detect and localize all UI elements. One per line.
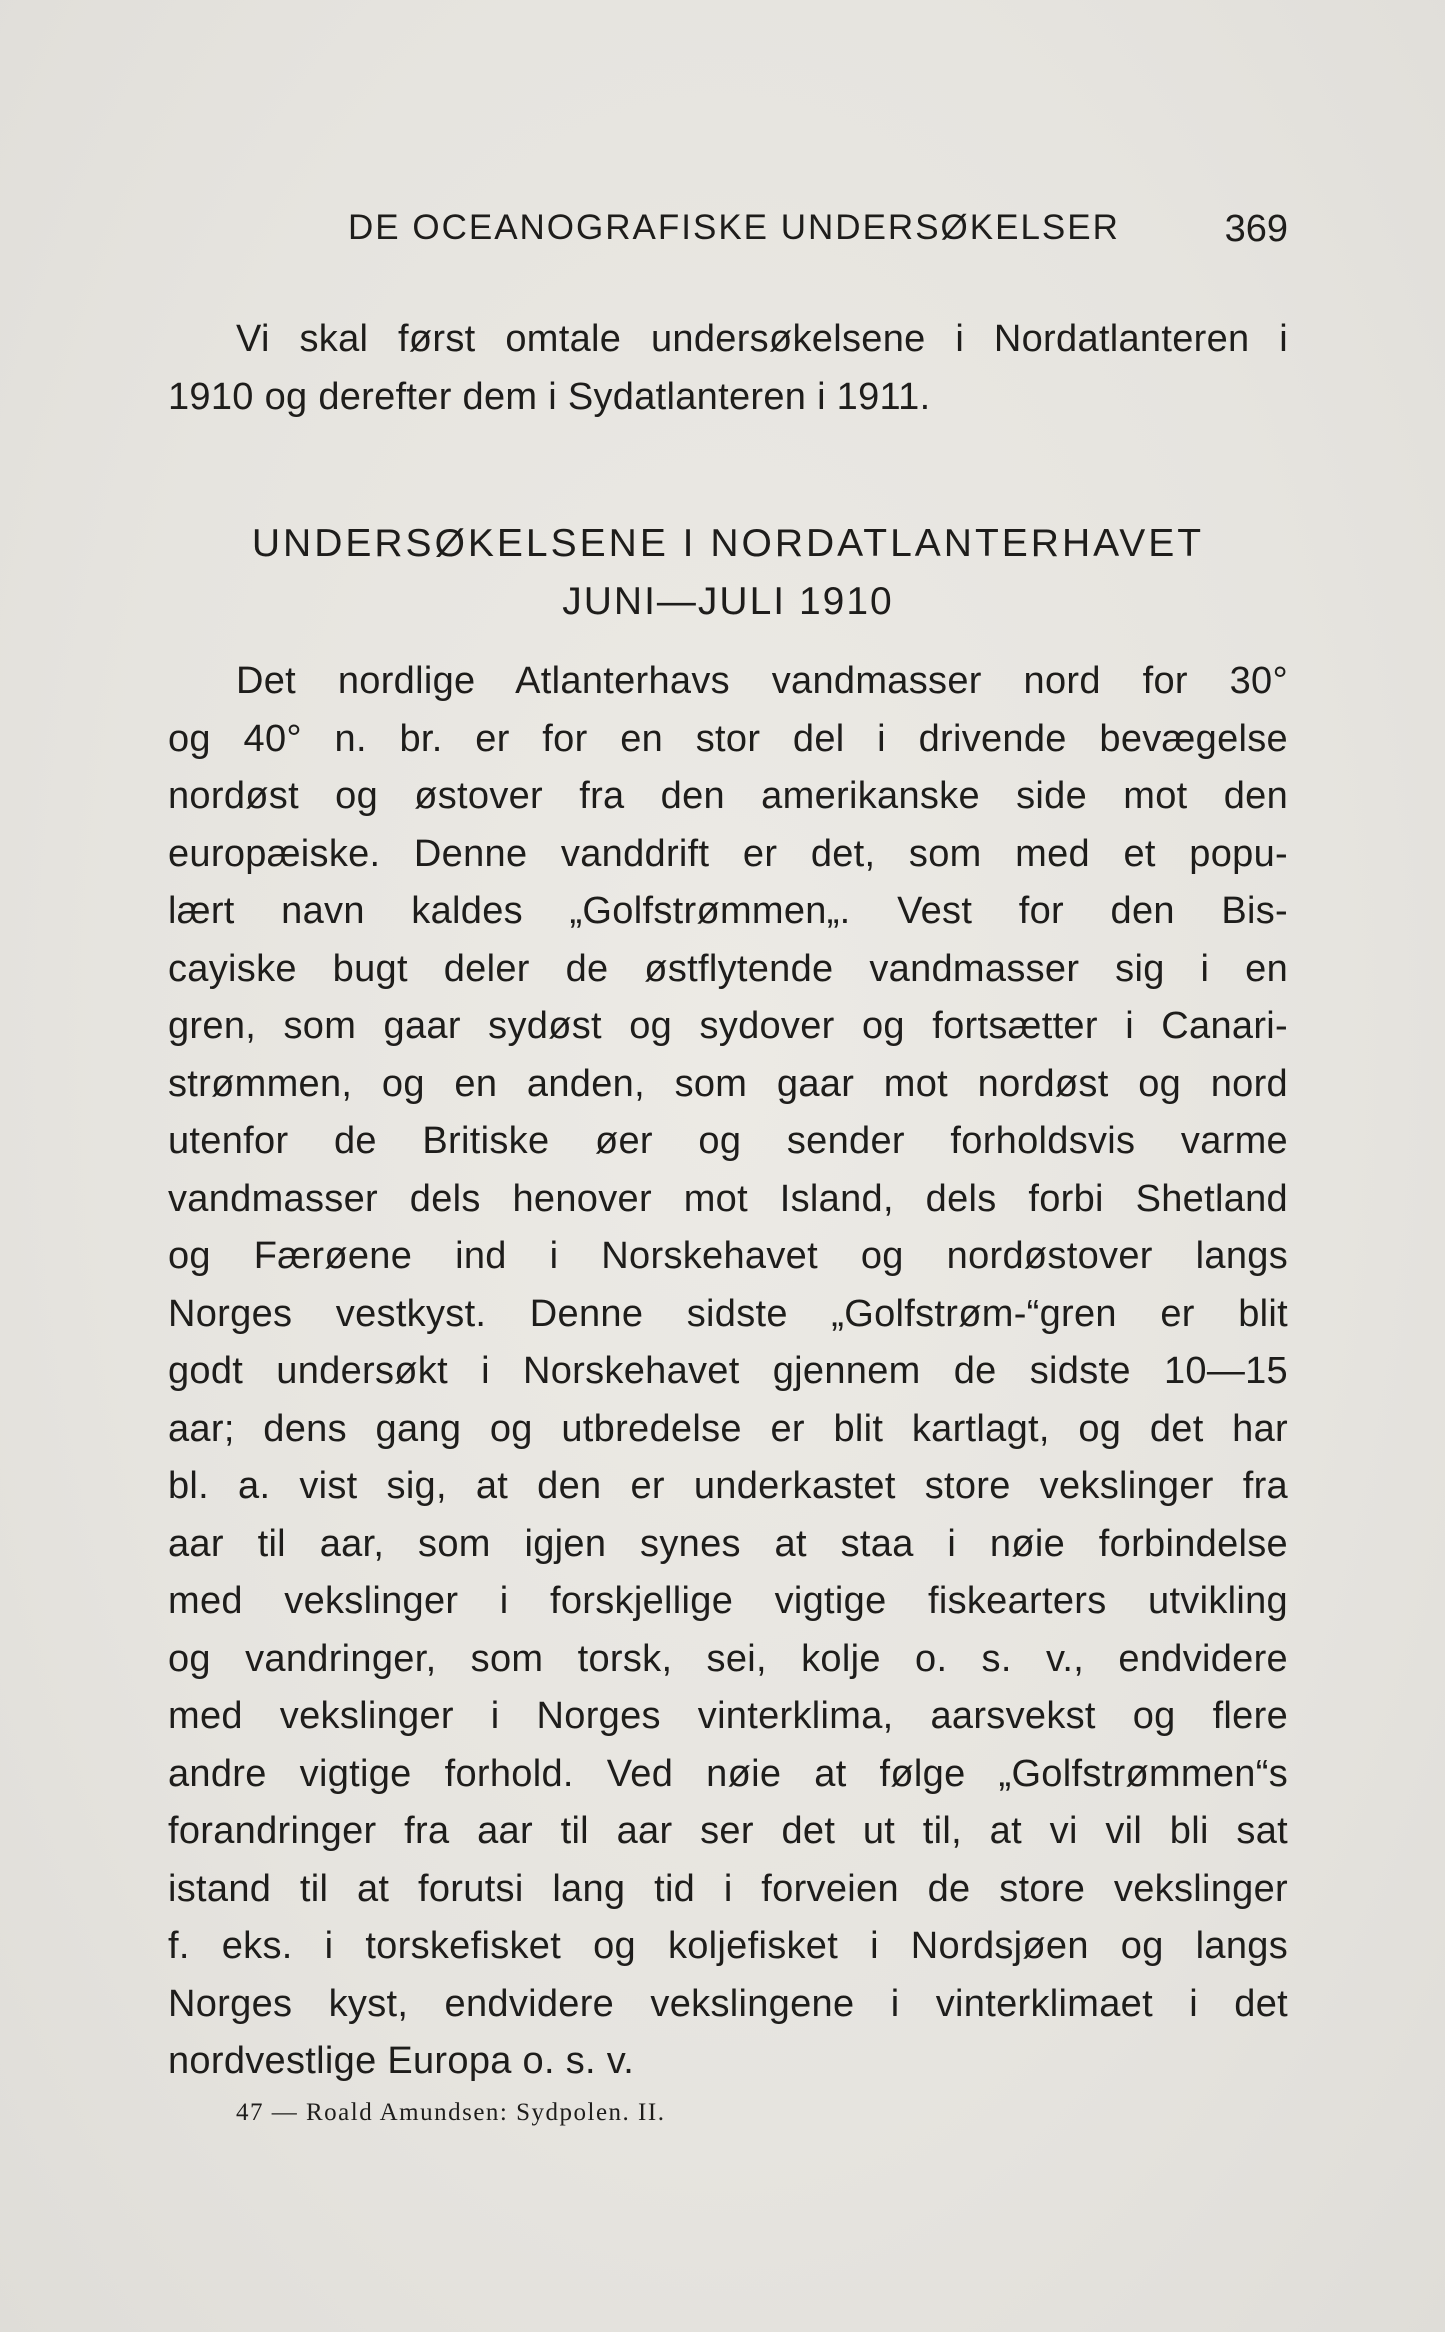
text-line: aar til aar, som igjen synes at staa i nøie forbindelse xyxy=(168,1522,1288,1565)
text-line: forandringer fra aar til aar ser det ut til, at vi vil bli sat xyxy=(168,1810,1288,1852)
text-line: europæiske. Denne vanddrift er det, som med et popu- xyxy=(168,832,1288,875)
text-line: Norges kyst, endvidere vekslingene i vinterklimaet i det xyxy=(168,1982,1288,2025)
text-line: aar; dens gang og utbredelse er blit kartlagt, og det har xyxy=(168,1407,1288,1450)
text-line: lært navn kaldes „Golfstrømmen„. Vest for den Bis- xyxy=(168,890,1288,932)
text-line: vandmasser dels henover mot Island, dels forbi Shetland xyxy=(168,1177,1288,1220)
text-line: bl. a. vist sig, at den er underkastet store vekslinger fra xyxy=(168,1465,1288,1507)
text-line: og 40° n. br. er for en stor del i drivende bevægelse xyxy=(168,717,1288,760)
text-line: gren, som gaar sydøst og sydover og fortsætter i Canari- xyxy=(168,1005,1288,1047)
section-subtitle: JUNI—JULI 1910 xyxy=(562,580,894,623)
page-number: 369 xyxy=(1224,208,1288,250)
text-line: Norges vestkyst. Denne sidste „Golfstrøm-“gren er blit xyxy=(168,1292,1288,1335)
text-line: f. eks. i torskefisket og koljefisket i Nordsjøen og langs xyxy=(168,1925,1288,1967)
printer-signature: 47 — Roald Amundsen: Sydpolen. II. xyxy=(236,2099,666,2126)
text-line: med vekslinger i Norges vinterklima, aarsvekst og flere xyxy=(168,1695,1288,1737)
page-header xyxy=(168,208,1288,258)
text-line: strømmen, og en anden, som gaar mot nordøst og nord xyxy=(168,1062,1288,1105)
text-line: 1910 og derefter dem i Sydatlanteren i 1911. xyxy=(168,375,931,418)
text-line: godt undersøkt i Norskehavet gjennem de sidste 10—15 xyxy=(168,1350,1288,1392)
text-line: nordvestlige Europa o. s. v. xyxy=(168,2040,635,2082)
intro-paragraph xyxy=(168,311,1288,426)
section-title: UNDERSØKELSENE I NORDATLANTERHAVET xyxy=(251,522,1205,565)
text-line: cayiske bugt deler de østflytende vandmasser sig i en xyxy=(168,947,1288,990)
text-line: nordøst og østover fra den amerikanske side mot den xyxy=(168,775,1288,817)
section-heading xyxy=(168,515,1288,631)
text-line: istand til at forutsi lang tid i forveien de store vekslinger xyxy=(168,1867,1288,1910)
text-line: med vekslinger i forskjellige vigtige fiskearters utvikling xyxy=(168,1580,1288,1622)
text-line: Det nordlige Atlanterhavs vandmasser nord for 30° xyxy=(236,660,1288,702)
main-paragraph xyxy=(168,653,1288,2091)
text-line: Vi skal først omtale undersøkelsene i Nordatlanteren i xyxy=(236,318,1288,360)
text-line: og vandringer, som torsk, sei, kolje o. s. v., endvidere xyxy=(168,1637,1288,1680)
running-title: DE OCEANOGRAFISKE UNDERSØKELSER xyxy=(348,208,1120,247)
text-line: andre vigtige forhold. Ved nøie at følge „Golfstrømmen“s xyxy=(168,1752,1288,1795)
text-line: utenfor de Britiske øer og sender forholdsvis varme xyxy=(168,1120,1288,1162)
text-line: og Færøene ind i Norskehavet og nordøstover langs xyxy=(168,1235,1288,1277)
